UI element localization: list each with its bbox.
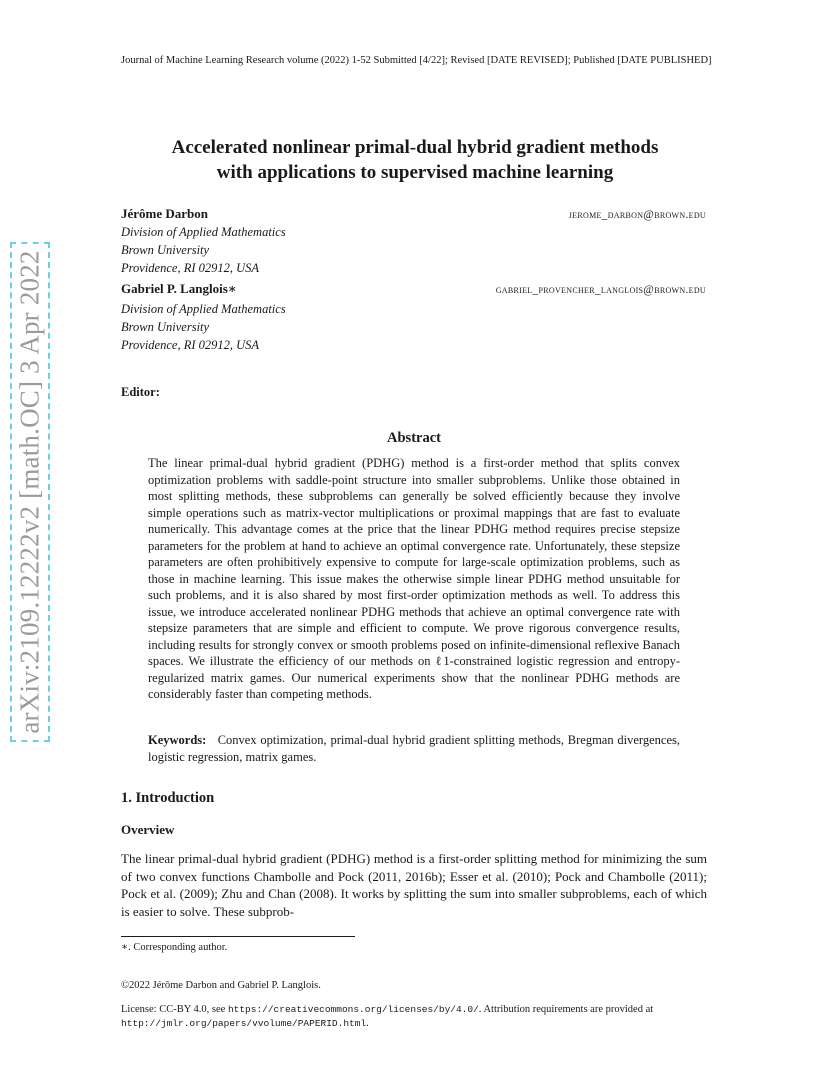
affiliation-line: Division of Applied Mathematics [121,302,286,316]
affiliation-line: Brown University [121,243,210,257]
author-email-1[interactable]: jerome_darbon@brown.edu [568,209,706,221]
keywords-label: Keywords: [148,733,207,747]
subsection-heading: Overview [121,822,175,837]
license-link-jmlr[interactable]: http://jmlr.org/papers/vvolume/PAPERID.html [121,1017,367,1029]
author-email-2[interactable]: gabriel_provencher_langlois@brown.edu [495,284,706,296]
keywords [148,732,680,765]
license-middle: . Attribution requirements are provided at [478,1004,654,1015]
author-name-1: Jérôme Darbon [121,206,209,221]
keywords-text: Convex optimization, primal-dual hybrid gradient splitting methods, Bregman divergences, logistic regression, matrix games. [148,733,680,764]
copyright-notice: ©2022 Jérôme Darbon and Gabriel P. Langlois. [121,980,321,991]
author-name-2: Gabriel P. Langlois∗ [121,281,237,296]
affiliation-line: Providence, RI 02912, USA [121,338,260,352]
editor-label: Editor: [121,385,160,399]
paper-title [60,135,770,185]
section-heading: 1. Introduction [121,790,215,806]
title-line-2: with applications to supervised machine learning [216,162,614,183]
license-suffix: . [366,1017,369,1029]
affiliation-line: Division of Applied Mathematics [121,225,286,239]
journal-header: Journal of Machine Learning Research volume (2022) 1-52 Submitted [4/22]; Revised [DATE REVISED]; Published [DATE PUBLISHED] [121,55,712,66]
license-prefix: License: CC-BY 4.0, see [121,1004,228,1015]
author-affiliation-1 [121,223,286,277]
abstract-text: The linear primal-dual hybrid gradient (PDHG) method is a first-order method that splits convex optimization problems with saddle-point structure into smaller subproblems. Unlike those obtained in most splitting methods, these subproblems can generally be solved efficiently because they involve simple operations such as matrix-vector multiplications or proximal mappings that are fast to evaluate numerically. This advantage comes at the price that the linear PDHG method requires precise stepsize parameters for the problem at hand to achieve an optimal convergence rate. Unfortunately, these stepsize parameters are often prohibitively expensive to compute for large-scale optimization problems, such as those in machine learning. This issue makes the otherwise simple linear PDHG method unsuitable for such problems, and it is also shared by most first-order optimization methods as well. To address this issue, we introduce accelerated nonlinear PDHG methods that achieve an optimal convergence rate with stepsize parameters that are simple and efficient to compute. We prove rigorous convergence results, including results for strongly convex or smooth problems posed on infinite-dimensional reflexive Banach spaces. We illustrate the efficiency of our methods on ℓ1-constrained logistic regression and entropy-regularized matrix games. Our numerical experiments show that the nonlinear PDHG methods are considerably faster than competing methods. [148,456,680,701]
footnote: ∗. Corresponding author. [121,942,228,953]
license-link-cc[interactable]: https://creativecommons.org/licenses/by/4.0/ [227,1004,479,1015]
footnote-rule [121,936,355,937]
arxiv-stamp-text: arXiv:2109.12222v2 [math.OC] 3 Apr 2022 [14,250,45,734]
affiliation-line: Providence, RI 02912, USA [121,261,260,275]
arxiv-stamp [10,242,50,742]
author-affiliation-2 [121,300,286,354]
title-line-1: Accelerated nonlinear primal-dual hybrid gradient methods [171,137,659,158]
intro-paragraph: The linear primal-dual hybrid gradient (PDHG) method is a first-order splitting method for minimizing the sum of two convex functions Chambolle and Pock (2011, 2016b); Esser et al. (2010); Pock and Chambolle (2011); Pock et al. (2009); Zhu and Chan (2008). It works by splitting the sum into smaller subproblems, each of which is easier to solve. These subprob- [121,851,707,919]
affiliation-line: Brown University [121,320,210,334]
license-notice [121,1003,707,1030]
abstract-title: Abstract [387,430,441,446]
